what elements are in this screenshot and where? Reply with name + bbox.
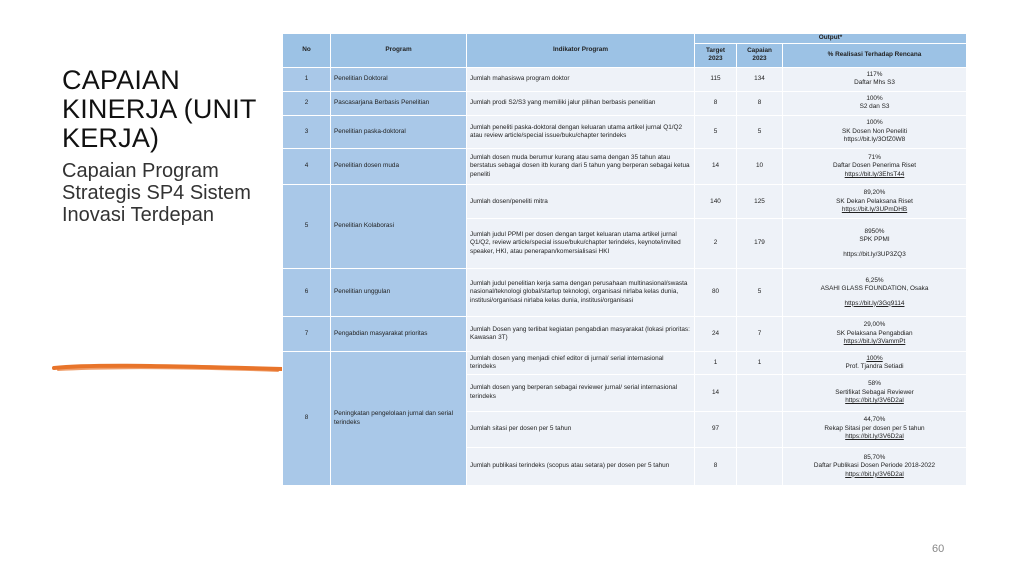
row-link[interactable]: https://bit.ly/3OfZ0W8 — [843, 136, 906, 144]
row-capaian: 7 — [737, 317, 783, 352]
slide-title: CAPAIAN KINERJA (UNIT KERJA) — [62, 65, 257, 153]
row-link[interactable]: https://bit.ly/3Gq9114 — [844, 299, 905, 307]
row-target: 80 — [695, 268, 737, 316]
row-program: Peningkatan pengelolaan jurnal dan serial terindeks — [331, 352, 467, 486]
slide-subtitle: Capaian Program Strategis SP4 Sistem Inovasi Terdepan — [62, 160, 251, 226]
row-pct: 89,20% — [863, 189, 886, 197]
header-indikator: Indikator Program — [467, 34, 695, 68]
row-capaian: 5 — [737, 115, 783, 148]
table-row — [283, 268, 967, 316]
row-capaian — [737, 411, 783, 447]
row-indikator: Jumlah dosen/peneliti mitra — [467, 185, 695, 219]
row-target: 2 — [695, 219, 737, 268]
row-pct: 85,70% — [863, 453, 886, 461]
row-program: Penelitian paska-doktoral — [331, 115, 467, 148]
row-evidence: SK Pelaksana Pengabdian — [836, 329, 913, 337]
header-capaian: Capaian 2023 — [737, 43, 783, 67]
header-realisasi: % Realisasi Terhadap Rencana — [783, 43, 967, 67]
row-output — [783, 411, 967, 447]
row-indikator: Jumlah prodi S2/S3 yang memiliki jalur pilihan berbasis penelitian — [467, 91, 695, 115]
row-indikator: Jumlah Dosen yang terlibat kegiatan pengabdian masyarakat (lokasi prioritas: Kawasan 3T) — [467, 317, 695, 352]
row-pct: 71% — [868, 153, 881, 161]
row-pct: 6,25% — [865, 276, 884, 284]
header-no: No — [283, 34, 331, 68]
row-pct: 100% — [866, 119, 883, 127]
row-indikator: Jumlah judul penelitian kerja sama dengan perusahaan multinasional/swasta nasional/teknologi global/startup teknologi, organisasi nirlaba kelas dunia, institusi/organisasi nirlaba kelas dunia, institusi/organisasi — [467, 268, 695, 316]
performance-table — [282, 33, 967, 486]
row-link[interactable]: https://bit.ly/3EhsT44 — [844, 170, 905, 178]
row-target: 8 — [695, 447, 737, 485]
row-no: 1 — [283, 67, 331, 91]
table-row — [283, 91, 967, 115]
table-row — [283, 67, 967, 91]
row-no: 8 — [283, 352, 331, 486]
row-capaian: 5 — [737, 268, 783, 316]
row-capaian: 8 — [737, 91, 783, 115]
row-evidence: Daftar Mhs S3 — [854, 79, 895, 87]
row-no: 7 — [283, 317, 331, 352]
row-evidence: ASAHI GLASS FOUNDATION, Osaka — [820, 285, 929, 293]
row-program: Penelitian Doktoral — [331, 67, 467, 91]
row-output — [783, 149, 967, 185]
row-evidence: SK Dekan Pelaksana Riset — [836, 197, 913, 205]
brush-stroke-icon — [52, 360, 284, 374]
row-indikator: Jumlah mahasiswa program doktor — [467, 67, 695, 91]
row-capaian — [737, 375, 783, 411]
table-row — [283, 115, 967, 148]
row-no: 2 — [283, 91, 331, 115]
row-output — [783, 91, 967, 115]
row-target: 140 — [695, 185, 737, 219]
row-pct: 44,70% — [863, 416, 886, 424]
row-output — [783, 185, 967, 219]
header-output: Output* — [695, 34, 967, 44]
table-row — [283, 185, 967, 219]
row-no: 4 — [283, 149, 331, 185]
row-program: Penelitian Kolaborasi — [331, 185, 467, 268]
header-target: Target 2023 — [695, 43, 737, 67]
row-link[interactable]: https://bit.ly/3V6D2al — [845, 470, 904, 478]
row-pct: 8950% — [864, 227, 885, 235]
row-capaian — [737, 447, 783, 485]
row-target: 8 — [695, 91, 737, 115]
row-pct: 58% — [868, 380, 881, 388]
row-program: Penelitian dosen muda — [331, 149, 467, 185]
table-row — [283, 317, 967, 352]
row-target: 115 — [695, 67, 737, 91]
row-output — [783, 352, 967, 375]
header-program: Program — [331, 34, 467, 68]
row-target: 1 — [695, 352, 737, 375]
row-evidence: Sertifikat Sebagai Reviewer — [835, 388, 914, 396]
row-target: 14 — [695, 149, 737, 185]
row-no: 3 — [283, 115, 331, 148]
row-indikator: Jumlah sitasi per dosen per 5 tahun — [467, 411, 695, 447]
row-evidence: Prof. Tjandra Setiadi — [845, 363, 904, 371]
row-program: Pascasarjana Berbasis Penelitian — [331, 91, 467, 115]
row-no: 6 — [283, 268, 331, 316]
row-link[interactable]: https://bit.ly/3VammPt — [843, 338, 906, 346]
row-evidence: SK Dosen Non Peneliti — [842, 127, 908, 135]
row-output — [783, 447, 967, 485]
row-indikator: Jumlah judul PPMI per dosen dengan target keluaran utama artikel jurnal Q1/Q2, review article/special issue/buku/chapter terindeks, keynote/invited speaker, HKI, atau penerapan/komersialisasi HKI — [467, 219, 695, 268]
row-output — [783, 67, 967, 91]
row-output — [783, 317, 967, 352]
row-capaian: 179 — [737, 219, 783, 268]
row-pct: 29,00% — [863, 321, 886, 329]
row-program: Pengabdian masyarakat prioritas — [331, 317, 467, 352]
row-target: 14 — [695, 375, 737, 411]
table-row — [283, 352, 967, 375]
row-evidence: Daftar Publikasi Dosen Periode 2018-2022 — [813, 462, 936, 470]
row-capaian: 125 — [737, 185, 783, 219]
row-indikator: Jumlah peneliti paska-doktoral dengan keluaran utama artikel jurnal Q1/Q2 atau review article/special issue/buku/chapter terindeks — [467, 115, 695, 148]
row-capaian: 1 — [737, 352, 783, 375]
row-link[interactable]: https://bit.ly/3UPmDHB — [841, 206, 908, 214]
row-link[interactable]: https://bit.ly/3V6D2al — [845, 433, 904, 441]
row-output — [783, 375, 967, 411]
page-number: 60 — [932, 543, 945, 555]
row-indikator: Jumlah dosen muda berumur kurang atau sama dengan 35 tahun atau berstatus sebagai dosen itb kurang dari 5 tahun yang berperan sebagai ketua peneliti — [467, 149, 695, 185]
row-evidence: Rekap Sitasi per dosen per 5 tahun — [824, 424, 925, 432]
row-target: 24 — [695, 317, 737, 352]
row-indikator: Jumlah publikasi terindeks (scopus atau setara) per dosen per 5 tahun — [467, 447, 695, 485]
row-evidence: SPK PPMI — [859, 236, 890, 244]
row-program: Penelitian unggulan — [331, 268, 467, 316]
row-capaian: 10 — [737, 149, 783, 185]
row-capaian: 134 — [737, 67, 783, 91]
row-link[interactable]: https://bit.ly/3V6D2al — [845, 397, 904, 405]
row-evidence: S2 dan S3 — [859, 103, 890, 111]
table-row — [283, 149, 967, 185]
row-output — [783, 115, 967, 148]
row-output — [783, 268, 967, 316]
row-no: 5 — [283, 185, 331, 268]
row-target: 5 — [695, 115, 737, 148]
row-indikator: Jumlah dosen yang berperan sebagai reviewer jurnal/ serial internasional terindeks — [467, 375, 695, 411]
row-output — [783, 219, 967, 268]
slide-title-block — [62, 66, 277, 226]
row-target: 97 — [695, 411, 737, 447]
row-indikator: Jumlah dosen yang menjadi chief editor di jurnal/ serial internasional terindeks — [467, 352, 695, 375]
row-pct: 100% — [866, 94, 883, 102]
row-pct: 100% — [866, 354, 883, 362]
row-link[interactable]: https://bit.ly/3UP3ZQ3 — [843, 250, 906, 258]
row-evidence: Daftar Dosen Penerima Riset — [832, 162, 917, 170]
row-pct: 117% — [866, 70, 883, 78]
